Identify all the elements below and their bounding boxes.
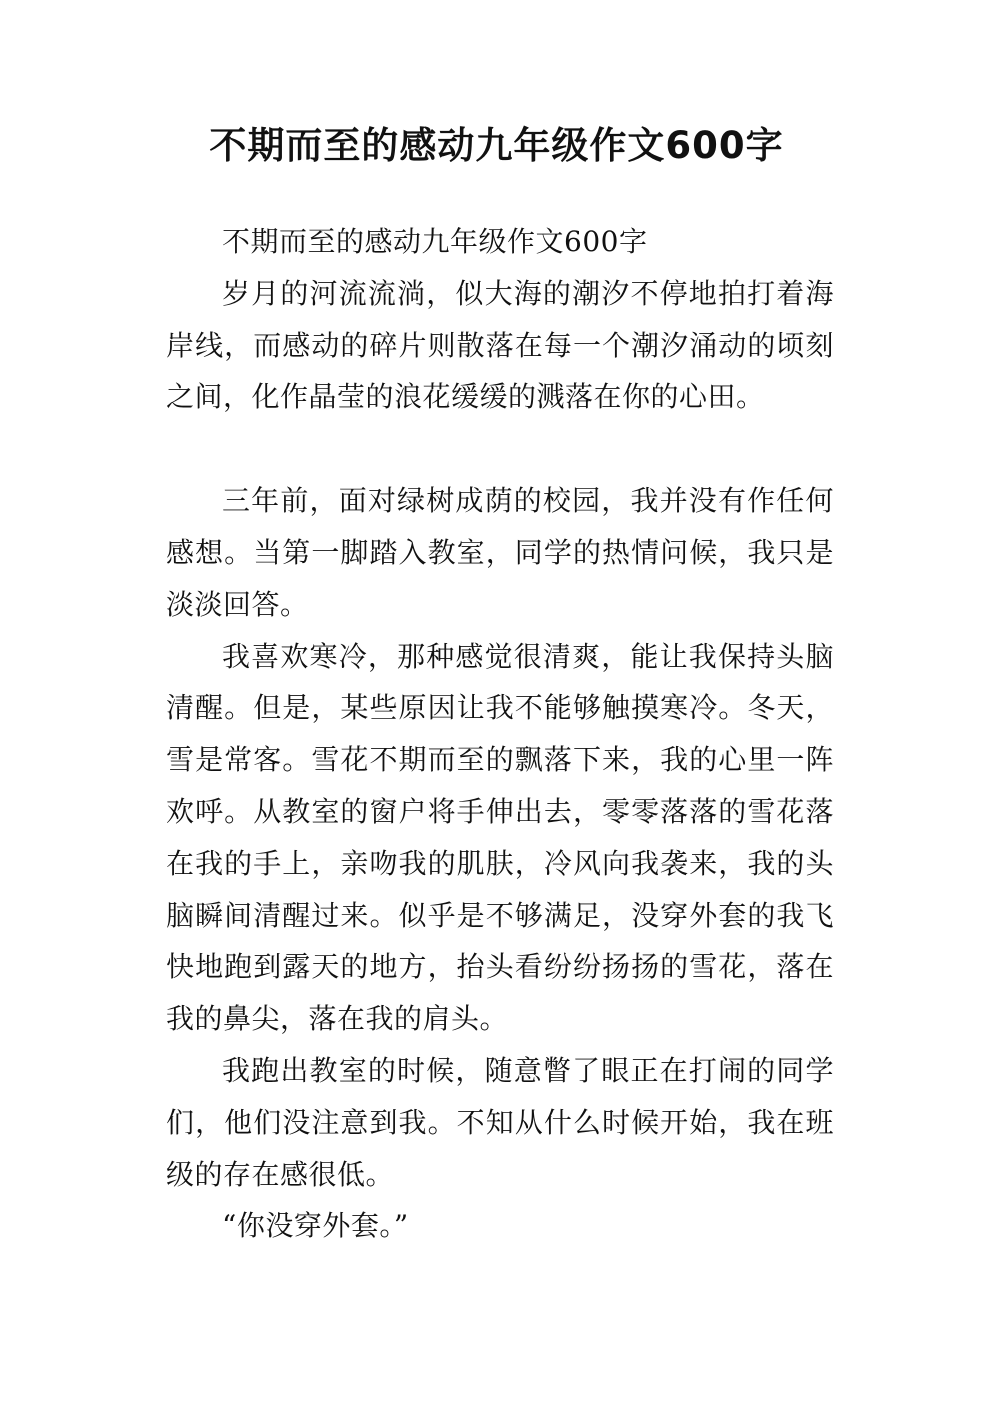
paragraph-intro: 岁月的河流流淌，似大海的潮汐不停地拍打着海岸线，而感动的碎片则散落在每一个潮汐涌动的顷刻之间，化作晶莹的浪花缓缓的溅落在你的心田。 xyxy=(166,276,834,414)
paragraph-classmates: 我跑出教室的时候，随意瞥了眼正在打闹的同学们，他们没注意到我。不知从什么时候开始，我在班级的存在感很低。 xyxy=(166,1053,834,1191)
paragraph-cold-snow: 我喜欢寒冷，那种感觉很清爽，能让我保持头脑清醒。但是，某些原因让我不能够触摸寒冷。冬天，雪是常客。雪花不期而至的飘落下来，我的心里一阵欢呼。从教室的窗户将手伸出去，零零落落的雪花落在我的手上，亲吻我的肌肤，冷风向我袭来，我的头脑瞬间清醒过来。似乎是不够满足，没穿外套的我飞快地跑到露天的地方，抬头看纷纷扬扬的雪花，落在我的鼻尖，落在我的肩头。 xyxy=(166,639,834,1036)
paragraph-dialogue: “你没穿外套。” xyxy=(222,1209,409,1243)
paragraph-three-years-ago: 三年前，面对绿树成荫的校园，我并没有作任何感想。当第一脚踏入教室，同学的热情问候，我只是淡淡回答。 xyxy=(166,484,834,621)
paragraph-subtitle: 不期而至的感动九年级作文600字 xyxy=(222,225,648,258)
document-title: 不期而至的感动九年级作文600字 xyxy=(209,124,784,167)
document-body xyxy=(166,216,834,1252)
